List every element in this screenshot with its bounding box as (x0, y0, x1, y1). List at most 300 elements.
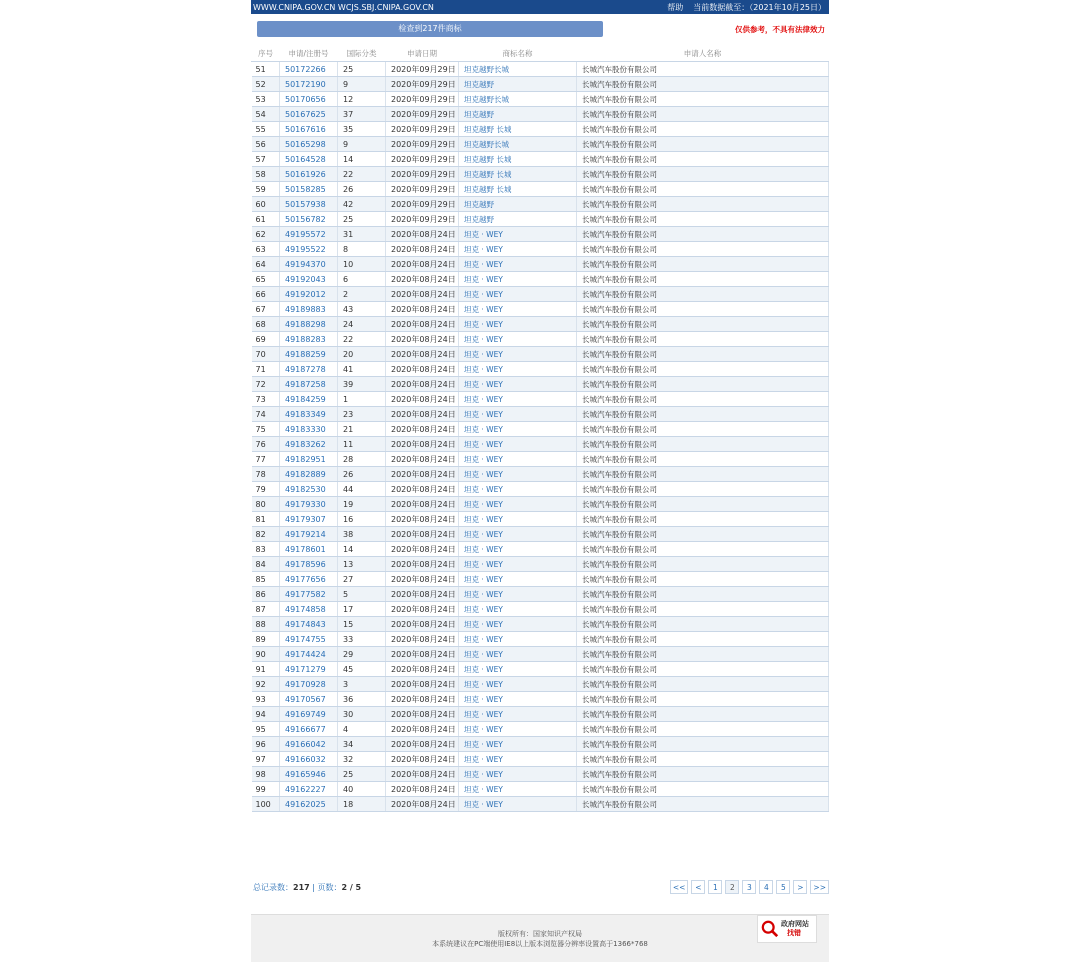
cell-class: 40 (338, 782, 386, 797)
cell-reg-no[interactable]: 50156782 (280, 212, 338, 227)
cell-trademark[interactable]: 坦克 · WEY (459, 257, 577, 272)
cell-applicant: 长城汽车股份有限公司 (577, 437, 829, 452)
cell-reg-no[interactable]: 49192012 (280, 287, 338, 302)
cell-reg-no[interactable]: 49188259 (280, 347, 338, 362)
cell-index: 63 (252, 242, 280, 257)
cell-date: 2020年09月29日 (386, 77, 459, 92)
cell-class: 16 (338, 512, 386, 527)
page-indicator: 2 / 5 (341, 882, 362, 892)
cell-date: 2020年09月29日 (386, 182, 459, 197)
cell-reg-no[interactable]: 49178601 (280, 542, 338, 557)
cell-trademark[interactable]: 坦克 · WEY (459, 287, 577, 302)
cell-index: 94 (252, 707, 280, 722)
cell-reg-no[interactable]: 50157938 (280, 197, 338, 212)
cell-class: 34 (338, 737, 386, 752)
cell-applicant: 长城汽车股份有限公司 (577, 722, 829, 737)
cell-class: 18 (338, 797, 386, 812)
cell-index: 58 (252, 167, 280, 182)
cell-trademark[interactable]: 坦克 · WEY (459, 572, 577, 587)
cell-reg-no[interactable]: 50167616 (280, 122, 338, 137)
cell-date: 2020年08月24日 (386, 542, 459, 557)
table-row (252, 722, 829, 737)
cell-trademark[interactable]: 坦克 · WEY (459, 752, 577, 767)
cell-trademark[interactable]: 坦克 · WEY (459, 242, 577, 257)
page-button[interactable]: > (793, 880, 807, 894)
result-count-button[interactable]: 检查到217件商标 (257, 21, 603, 37)
cell-class: 25 (338, 767, 386, 782)
cell-class: 19 (338, 497, 386, 512)
cell-date: 2020年09月29日 (386, 122, 459, 137)
cell-reg-no[interactable]: 49192043 (280, 272, 338, 287)
table-row (252, 152, 829, 167)
cell-class: 1 (338, 392, 386, 407)
cell-reg-no[interactable]: 50164528 (280, 152, 338, 167)
cell-trademark[interactable]: 坦克 · WEY (459, 737, 577, 752)
cell-date: 2020年09月29日 (386, 167, 459, 182)
cell-applicant: 长城汽车股份有限公司 (577, 767, 829, 782)
cell-trademark[interactable]: 坦克越野长城 (459, 92, 577, 107)
cell-trademark[interactable]: 坦克 · WEY (459, 722, 577, 737)
table-row (252, 347, 829, 362)
page-button[interactable]: 5 (776, 880, 790, 894)
table-row (252, 182, 829, 197)
data-date: 当前数据截至：（2021年10月25日） (693, 2, 826, 12)
cell-applicant: 长城汽车股份有限公司 (577, 167, 829, 182)
pager (670, 880, 829, 894)
table-row (252, 317, 829, 332)
cell-index: 91 (252, 662, 280, 677)
cell-reg-no[interactable]: 50170656 (280, 92, 338, 107)
cell-reg-no[interactable]: 49189883 (280, 302, 338, 317)
top-bar (251, 0, 829, 14)
cell-class: 22 (338, 332, 386, 347)
page-button[interactable]: << (670, 880, 689, 894)
cell-trademark[interactable]: 坦克越野长城 (459, 62, 577, 77)
cell-index: 52 (252, 77, 280, 92)
cell-index: 59 (252, 182, 280, 197)
cell-applicant: 长城汽车股份有限公司 (577, 302, 829, 317)
cell-applicant: 长城汽车股份有限公司 (577, 677, 829, 692)
cell-date: 2020年09月29日 (386, 107, 459, 122)
cell-date: 2020年08月24日 (386, 437, 459, 452)
cell-trademark[interactable]: 坦克 · WEY (459, 512, 577, 527)
cell-applicant: 长城汽车股份有限公司 (577, 407, 829, 422)
cell-trademark[interactable]: 坦克 · WEY (459, 542, 577, 557)
cell-index: 78 (252, 467, 280, 482)
page-button[interactable]: < (691, 880, 705, 894)
cell-class: 35 (338, 122, 386, 137)
cell-applicant: 长城汽车股份有限公司 (577, 452, 829, 467)
cell-applicant: 长城汽车股份有限公司 (577, 497, 829, 512)
cell-applicant: 长城汽车股份有限公司 (577, 107, 829, 122)
cell-index: 83 (252, 542, 280, 557)
table-row (252, 62, 829, 77)
cell-date: 2020年09月29日 (386, 212, 459, 227)
table-row (252, 362, 829, 377)
page-button[interactable]: >> (810, 880, 829, 894)
cell-trademark[interactable]: 坦克越野 长城 (459, 122, 577, 137)
cell-applicant: 长城汽车股份有限公司 (577, 782, 829, 797)
cell-trademark[interactable]: 坦克越野 (459, 77, 577, 92)
cell-reg-no[interactable]: 49179330 (280, 497, 338, 512)
cell-index: 71 (252, 362, 280, 377)
gov-site-error-badge[interactable] (757, 915, 817, 943)
cell-reg-no[interactable]: 49183330 (280, 422, 338, 437)
cell-trademark[interactable]: 坦克 · WEY (459, 392, 577, 407)
cell-date: 2020年08月24日 (386, 632, 459, 647)
cell-trademark[interactable]: 坦克 · WEY (459, 362, 577, 377)
cell-trademark[interactable]: 坦克 · WEY (459, 527, 577, 542)
cell-trademark[interactable]: 坦克越野 (459, 107, 577, 122)
cell-reg-no[interactable]: 49166042 (280, 737, 338, 752)
cell-reg-no[interactable]: 49182951 (280, 452, 338, 467)
cell-class: 31 (338, 227, 386, 242)
cell-reg-no[interactable]: 49174858 (280, 602, 338, 617)
cell-class: 36 (338, 692, 386, 707)
cell-trademark[interactable]: 坦克 · WEY (459, 347, 577, 362)
cell-reg-no[interactable]: 49162025 (280, 797, 338, 812)
cell-applicant: 长城汽车股份有限公司 (577, 632, 829, 647)
cell-reg-no[interactable]: 50158285 (280, 182, 338, 197)
cell-reg-no[interactable]: 49179214 (280, 527, 338, 542)
cell-class: 14 (338, 542, 386, 557)
table-body (252, 62, 829, 812)
cell-reg-no[interactable]: 49177582 (280, 587, 338, 602)
cell-trademark[interactable]: 坦克 · WEY (459, 317, 577, 332)
copyright-text: 版权所有：国家知识产权局 (498, 930, 582, 938)
cell-index: 56 (252, 137, 280, 152)
table-row (252, 377, 829, 392)
cell-applicant: 长城汽车股份有限公司 (577, 707, 829, 722)
cell-applicant: 长城汽车股份有限公司 (577, 542, 829, 557)
cell-applicant: 长城汽车股份有限公司 (577, 617, 829, 632)
cell-reg-no[interactable]: 49170928 (280, 677, 338, 692)
cell-index: 51 (252, 62, 280, 77)
cell-reg-no[interactable]: 50161926 (280, 167, 338, 182)
cell-trademark[interactable]: 坦克 · WEY (459, 377, 577, 392)
cell-class: 5 (338, 587, 386, 602)
table-row (252, 167, 829, 182)
cell-reg-no[interactable]: 49166677 (280, 722, 338, 737)
table-header (252, 45, 829, 62)
cell-applicant: 长城汽车股份有限公司 (577, 467, 829, 482)
table-row (252, 632, 829, 647)
cell-class: 30 (338, 707, 386, 722)
cell-class: 13 (338, 557, 386, 572)
table-row (252, 287, 829, 302)
cell-trademark[interactable]: 坦克 · WEY (459, 782, 577, 797)
cell-index: 98 (252, 767, 280, 782)
cell-reg-no[interactable]: 49174843 (280, 617, 338, 632)
cell-date: 2020年08月24日 (386, 362, 459, 377)
cell-class: 6 (338, 272, 386, 287)
cell-class: 42 (338, 197, 386, 212)
cell-class: 2 (338, 287, 386, 302)
magnifier-icon (761, 920, 779, 938)
cell-reg-no[interactable]: 49194370 (280, 257, 338, 272)
cell-index: 92 (252, 677, 280, 692)
cell-date: 2020年08月24日 (386, 287, 459, 302)
cell-index: 79 (252, 482, 280, 497)
cell-trademark[interactable]: 坦克 · WEY (459, 332, 577, 347)
cell-index: 53 (252, 92, 280, 107)
cell-index: 77 (252, 452, 280, 467)
cell-class: 43 (338, 302, 386, 317)
cell-index: 81 (252, 512, 280, 527)
table-row (252, 527, 829, 542)
cell-applicant: 长城汽车股份有限公司 (577, 572, 829, 587)
cell-applicant: 长城汽车股份有限公司 (577, 317, 829, 332)
cell-applicant: 长城汽车股份有限公司 (577, 272, 829, 287)
page-button[interactable]: 2 (725, 880, 739, 894)
cell-date: 2020年08月24日 (386, 377, 459, 392)
site-footer (251, 914, 829, 962)
cell-applicant: 长城汽车股份有限公司 (577, 287, 829, 302)
cell-trademark[interactable]: 坦克 · WEY (459, 422, 577, 437)
cell-class: 33 (338, 632, 386, 647)
cell-applicant: 长城汽车股份有限公司 (577, 152, 829, 167)
col-header-trademark: 商标名称 (459, 45, 577, 62)
cell-reg-no[interactable]: 49183262 (280, 437, 338, 452)
cell-applicant: 长城汽车股份有限公司 (577, 62, 829, 77)
cell-reg-no[interactable]: 49174424 (280, 647, 338, 662)
cell-trademark[interactable]: 坦克越野 长城 (459, 182, 577, 197)
cell-trademark[interactable]: 坦克 · WEY (459, 602, 577, 617)
table-row (252, 497, 829, 512)
cell-date: 2020年08月24日 (386, 347, 459, 362)
cell-index: 65 (252, 272, 280, 287)
table-row (252, 242, 829, 257)
cell-reg-no[interactable]: 49166032 (280, 752, 338, 767)
cell-class: 44 (338, 482, 386, 497)
cell-trademark[interactable]: 坦克 · WEY (459, 302, 577, 317)
page-button[interactable]: 4 (759, 880, 773, 894)
cell-index: 99 (252, 782, 280, 797)
cell-reg-no[interactable]: 49177656 (280, 572, 338, 587)
total-count: 217 (293, 882, 310, 892)
cell-applicant: 长城汽车股份有限公司 (577, 482, 829, 497)
cell-applicant: 长城汽车股份有限公司 (577, 182, 829, 197)
cell-index: 70 (252, 347, 280, 362)
cell-trademark[interactable]: 坦克 · WEY (459, 662, 577, 677)
table-row (252, 647, 829, 662)
cell-reg-no[interactable]: 49162227 (280, 782, 338, 797)
table-row (252, 692, 829, 707)
cell-reg-no[interactable]: 49178596 (280, 557, 338, 572)
cell-applicant: 长城汽车股份有限公司 (577, 647, 829, 662)
cell-date: 2020年08月24日 (386, 317, 459, 332)
cell-class: 23 (338, 407, 386, 422)
cell-reg-no[interactable]: 49182530 (280, 482, 338, 497)
cell-date: 2020年08月24日 (386, 677, 459, 692)
cell-index: 96 (252, 737, 280, 752)
cell-trademark[interactable]: 坦克越野 长城 (459, 152, 577, 167)
cell-date: 2020年08月24日 (386, 722, 459, 737)
table-row (252, 572, 829, 587)
cell-date: 2020年08月24日 (386, 332, 459, 347)
cell-applicant: 长城汽车股份有限公司 (577, 392, 829, 407)
cell-date: 2020年08月24日 (386, 707, 459, 722)
cell-date: 2020年08月24日 (386, 752, 459, 767)
col-header-class: 国际分类 (338, 45, 386, 62)
cell-reg-no[interactable]: 49187278 (280, 362, 338, 377)
table-row (252, 392, 829, 407)
cell-trademark[interactable]: 坦克 · WEY (459, 407, 577, 422)
cell-class: 3 (338, 677, 386, 692)
cell-class: 21 (338, 422, 386, 437)
cell-date: 2020年08月24日 (386, 647, 459, 662)
cell-applicant: 长城汽车股份有限公司 (577, 242, 829, 257)
table-row (252, 602, 829, 617)
col-header-applicant: 申请人名称 (577, 45, 829, 62)
table-row (252, 542, 829, 557)
cell-trademark[interactable]: 坦克 · WEY (459, 437, 577, 452)
cell-class: 26 (338, 182, 386, 197)
cell-reg-no[interactable]: 49183349 (280, 407, 338, 422)
cell-reg-no[interactable]: 49171279 (280, 662, 338, 677)
cell-index: 93 (252, 692, 280, 707)
cell-applicant: 长城汽车股份有限公司 (577, 92, 829, 107)
table-row (252, 662, 829, 677)
cell-index: 97 (252, 752, 280, 767)
cell-reg-no[interactable]: 49187258 (280, 377, 338, 392)
table-row (252, 797, 829, 812)
cell-index: 76 (252, 437, 280, 452)
cell-trademark[interactable]: 坦克 · WEY (459, 632, 577, 647)
table-row (252, 92, 829, 107)
cell-reg-no[interactable]: 49195522 (280, 242, 338, 257)
badge-subtitle: 找错 (787, 929, 801, 937)
cell-reg-no[interactable]: 49165946 (280, 767, 338, 782)
cell-class: 11 (338, 437, 386, 452)
cell-date: 2020年08月24日 (386, 452, 459, 467)
cell-index: 67 (252, 302, 280, 317)
cell-index: 60 (252, 197, 280, 212)
cell-trademark[interactable]: 坦克 · WEY (459, 452, 577, 467)
cell-class: 32 (338, 752, 386, 767)
table-row (252, 707, 829, 722)
cell-trademark[interactable]: 坦克 · WEY (459, 677, 577, 692)
page-button[interactable]: 1 (708, 880, 722, 894)
cell-trademark[interactable]: 坦克 · WEY (459, 467, 577, 482)
cell-date: 2020年08月24日 (386, 242, 459, 257)
table-row (252, 467, 829, 482)
cell-reg-no[interactable]: 49169749 (280, 707, 338, 722)
cell-class: 25 (338, 62, 386, 77)
cell-class: 26 (338, 467, 386, 482)
table-row (252, 452, 829, 467)
cell-trademark[interactable]: 坦克 · WEY (459, 587, 577, 602)
cell-trademark[interactable]: 坦克 · WEY (459, 767, 577, 782)
col-header-date: 申请日期 (386, 45, 459, 62)
cell-class: 12 (338, 92, 386, 107)
page-button[interactable]: 3 (742, 880, 756, 894)
cell-index: 57 (252, 152, 280, 167)
cell-class: 17 (338, 602, 386, 617)
cell-class: 37 (338, 107, 386, 122)
cell-index: 72 (252, 377, 280, 392)
cell-index: 62 (252, 227, 280, 242)
cell-trademark[interactable]: 坦克 · WEY (459, 497, 577, 512)
cell-reg-no[interactable]: 50167625 (280, 107, 338, 122)
cell-trademark[interactable]: 坦克 · WEY (459, 482, 577, 497)
cell-reg-no[interactable]: 49182889 (280, 467, 338, 482)
cell-reg-no[interactable]: 50172190 (280, 77, 338, 92)
cell-class: 29 (338, 647, 386, 662)
table-row (252, 437, 829, 452)
record-stats (253, 882, 361, 893)
cell-reg-no[interactable]: 50165298 (280, 137, 338, 152)
cell-trademark[interactable]: 坦克 · WEY (459, 692, 577, 707)
cell-index: 84 (252, 557, 280, 572)
cell-reg-no[interactable]: 49184259 (280, 392, 338, 407)
cell-date: 2020年08月24日 (386, 557, 459, 572)
cell-applicant: 长城汽车股份有限公司 (577, 662, 829, 677)
cell-reg-no[interactable]: 49188298 (280, 317, 338, 332)
cell-trademark[interactable]: 坦克越野 (459, 212, 577, 227)
pages-label: 页数： (317, 882, 342, 892)
cell-trademark[interactable]: 坦克越野长城 (459, 137, 577, 152)
cell-index: 55 (252, 122, 280, 137)
cell-trademark[interactable]: 坦克 · WEY (459, 707, 577, 722)
pagination-row (253, 880, 829, 894)
cell-trademark[interactable]: 坦克 · WEY (459, 797, 577, 812)
cell-reg-no[interactable]: 49179307 (280, 512, 338, 527)
cell-index: 90 (252, 647, 280, 662)
cell-date: 2020年08月24日 (386, 527, 459, 542)
cell-date: 2020年08月24日 (386, 692, 459, 707)
cell-reg-no[interactable]: 49170567 (280, 692, 338, 707)
cell-date: 2020年08月24日 (386, 392, 459, 407)
cell-trademark[interactable]: 坦克 · WEY (459, 617, 577, 632)
cell-reg-no[interactable]: 49174755 (280, 632, 338, 647)
cell-index: 69 (252, 332, 280, 347)
cell-trademark[interactable]: 坦克 · WEY (459, 557, 577, 572)
cell-class: 24 (338, 317, 386, 332)
table-row (252, 677, 829, 692)
table-row (252, 512, 829, 527)
cell-class: 25 (338, 212, 386, 227)
cell-applicant: 长城汽车股份有限公司 (577, 122, 829, 137)
cell-applicant: 长城汽车股份有限公司 (577, 212, 829, 227)
page-container (251, 0, 829, 961)
help-link[interactable]: 帮助 (667, 2, 684, 12)
cell-applicant: 长城汽车股份有限公司 (577, 602, 829, 617)
cell-applicant: 长城汽车股份有限公司 (577, 197, 829, 212)
cell-reg-no[interactable]: 50172266 (280, 62, 338, 77)
table-row (252, 137, 829, 152)
cell-index: 85 (252, 572, 280, 587)
cell-date: 2020年09月29日 (386, 92, 459, 107)
table-row (252, 212, 829, 227)
cell-trademark[interactable]: 坦克越野 (459, 197, 577, 212)
cell-reg-no[interactable]: 49188283 (280, 332, 338, 347)
cell-class: 20 (338, 347, 386, 362)
cell-reg-no[interactable]: 49195572 (280, 227, 338, 242)
cell-trademark[interactable]: 坦克 · WEY (459, 647, 577, 662)
cell-index: 64 (252, 257, 280, 272)
cell-trademark[interactable]: 坦克 · WEY (459, 227, 577, 242)
cell-index: 66 (252, 287, 280, 302)
cell-date: 2020年08月24日 (386, 467, 459, 482)
cell-applicant: 长城汽车股份有限公司 (577, 347, 829, 362)
cell-trademark[interactable]: 坦克越野 长城 (459, 167, 577, 182)
cell-applicant: 长城汽车股份有限公司 (577, 137, 829, 152)
cell-class: 28 (338, 452, 386, 467)
cell-class: 15 (338, 617, 386, 632)
cell-trademark[interactable]: 坦克 · WEY (459, 272, 577, 287)
badge-title: 政府网站 (781, 920, 809, 928)
